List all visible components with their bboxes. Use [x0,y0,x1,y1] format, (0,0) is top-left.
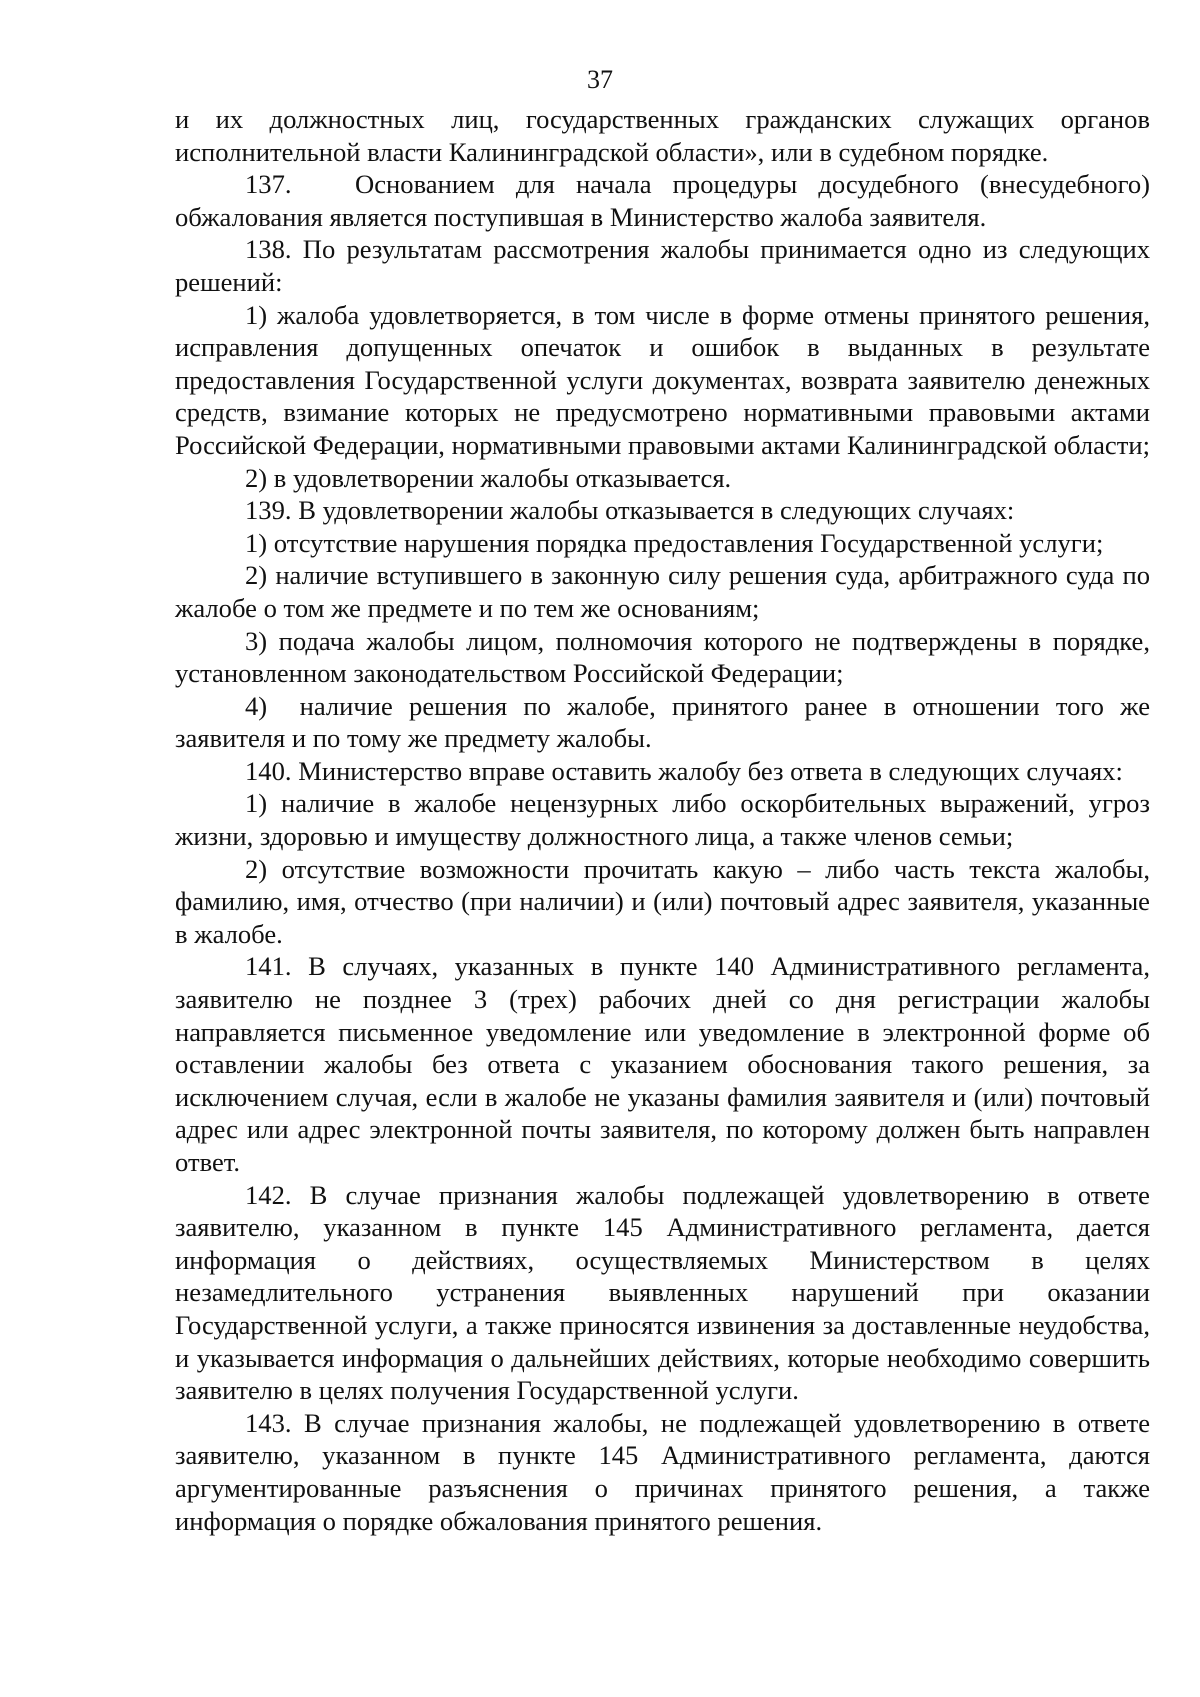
paragraph-139-item-3: 3) подача жалобы лицом, полномочия которого не подтверждены в порядке, установленном законодательством Российской Федерации; [175,625,1150,689]
paragraph-142: 142. В случае признания жалобы подлежащей удовлетворению в ответе заявителю, указанном в пункте 145 Административного регламента, дается информация о действиях, осуществляемых Министерством в целях незамедлительного устранения выявленных нарушений при оказании Государственной услуги, а также приносятся извинения за доставленные неудобства, и указывается информация о дальнейших действиях, которые необходимо совершить заявителю в целях получения Государственной услуги. [175,1179,1150,1406]
paragraph-138-item-1: 1) жалоба удовлетворяется, в том числе в форме отмены принятого решения, исправления допущенных опечаток и ошибок в выданных в результате предоставления Государственной услуги документах, возврата заявителю денежных средств, взимание которых не предусмотрено нормативными правовыми актами Российской Федерации, нормативными правовыми актами Калининградской области; [175,299,1150,460]
paragraph-140-item-1: 1) наличие в жалобе нецензурных либо оскорбительных выражений, угроз жизни, здоровью и имуществу должностного лица, а также членов семьи; [175,788,1150,852]
paragraph-139-item-4: 4) наличие решения по жалобе, принятого ранее в отношении того же заявителя и по тому же предмету жалобы. [175,690,1157,754]
paragraph-140: 140. Министерство вправе оставить жалобу без ответа в следующих случаях: [245,755,1123,786]
page-number: 37 [587,65,613,94]
paragraph-139-item-1: 1) отсутствие нарушения порядка предоставления Государственной услуги; [245,527,1104,558]
paragraph-138-item-2: 2) в удовлетворении жалобы отказывается. [245,462,732,493]
paragraph-continuation: и их должностных лиц, государственных гражданских служащих органов исполнительной власти Калининградской области», или в судебном порядке. [175,104,1150,167]
paragraph-137: 137. Основанием для начала процедуры досудебного (внесудебного) обжалования является поступившая в Министерство жалоба заявителя. [175,169,1157,232]
paragraph-138: 138. По результатам рассмотрения жалобы принимается одно из следующих решений: [175,234,1150,297]
paragraph-139: 139. В удовлетворении жалобы отказывается в следующих случаях: [245,495,1015,526]
paragraph-141: 141. В случаях, указанных в пункте 140 Административного регламента, заявителю не позднее 3 (трех) рабочих дней со дня регистрации жалобы направляется письменное уведомление или уведомление в электронной форме об оставлении жалобы без ответа с указанием обоснования такого решения, за исключением случая, если в жалобе не указаны фамилия заявителя и (или) почтовый адрес или адрес электронной почты заявителя, по которому должен быть направлен ответ. [175,951,1150,1177]
document-body [175,103,1157,1537]
paragraph-143: 143. В случае признания жалобы, не подлежащей удовлетворению в ответе заявителю, указанном в пункте 145 Административного регламента, даются аргументированные разъяснения о причинах принятого решения, а также информация о порядке обжалования принятого решения. [175,1407,1150,1536]
paragraph-140-item-2: 2) отсутствие возможности прочитать какую – либо часть текста жалобы, фамилию, имя, отчество (при наличии) и (или) почтовый адрес заявителя, указанные в жалобе. [175,853,1150,949]
paragraph-139-item-2: 2) наличие вступившего в законную силу решения суда, арбитражного суда по жалобе о том же предмете и по тем же основаниям; [175,560,1150,623]
